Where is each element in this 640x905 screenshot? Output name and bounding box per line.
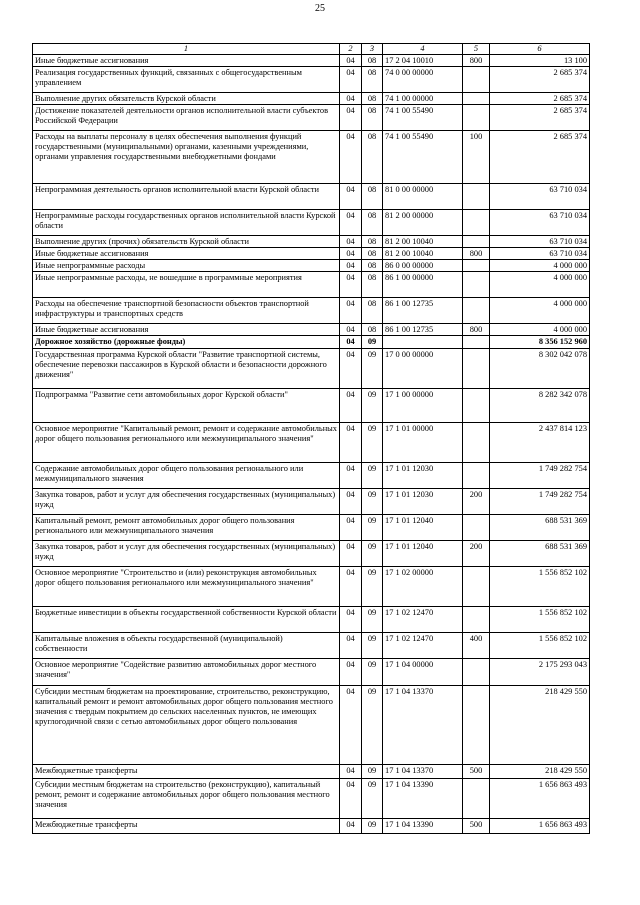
cell-expense-type: 500 bbox=[463, 765, 490, 779]
cell-name: Расходы на обеспечение транспортной безопасности объектов транспортной инфраструктуры и транспортных средств bbox=[33, 298, 340, 324]
table-row bbox=[33, 686, 590, 765]
cell-subsection: 09 bbox=[362, 819, 383, 834]
cell-expense-type bbox=[463, 336, 490, 349]
cell-subsection: 08 bbox=[362, 324, 383, 336]
cell-target-article: 17 1 01 12040 bbox=[383, 541, 463, 567]
cell-subsection: 09 bbox=[362, 336, 383, 349]
cell-subsection: 09 bbox=[362, 633, 383, 659]
cell-section: 04 bbox=[340, 489, 362, 515]
cell-expense-type: 800 bbox=[463, 324, 490, 336]
cell-amount: 1 556 852 102 bbox=[490, 633, 590, 659]
cell-expense-type bbox=[463, 515, 490, 541]
cell-target-article: 17 0 00 00000 bbox=[383, 349, 463, 389]
cell-target-article: 17 2 04 10010 bbox=[383, 55, 463, 67]
cell-name: Иные бюджетные ассигнования bbox=[33, 248, 340, 260]
table-row bbox=[33, 659, 590, 686]
cell-amount: 2 685 374 bbox=[490, 67, 590, 93]
cell-amount: 1 656 863 493 bbox=[490, 779, 590, 819]
cell-subsection: 09 bbox=[362, 423, 383, 463]
cell-subsection: 08 bbox=[362, 184, 383, 210]
cell-section: 04 bbox=[340, 463, 362, 489]
cell-section: 04 bbox=[340, 349, 362, 389]
cell-section: 04 bbox=[340, 248, 362, 260]
cell-amount: 688 531 369 bbox=[490, 515, 590, 541]
cell-target-article: 81 2 00 10040 bbox=[383, 236, 463, 248]
cell-section: 04 bbox=[340, 659, 362, 686]
cell-subsection: 09 bbox=[362, 349, 383, 389]
cell-name: Капитальные вложения в объекты государственной (муниципальной) собственности bbox=[33, 633, 340, 659]
cell-expense-type bbox=[463, 93, 490, 105]
cell-expense-type bbox=[463, 184, 490, 210]
cell-name: Содержание автомобильных дорог общего пользования регионального или межмуниципального значения bbox=[33, 463, 340, 489]
cell-name: Капитальный ремонт, ремонт автомобильных дорог общего пользования регионального или межмуниципального значения bbox=[33, 515, 340, 541]
table-row bbox=[33, 184, 590, 210]
table-row bbox=[33, 489, 590, 515]
cell-subsection: 09 bbox=[362, 567, 383, 607]
table-row bbox=[33, 131, 590, 184]
cell-amount: 63 710 034 bbox=[490, 210, 590, 236]
cell-name: Достижение показателей деятельности органов исполнительной власти субъектов Российской Федерации bbox=[33, 105, 340, 131]
cell-section: 04 bbox=[340, 260, 362, 272]
table-row bbox=[33, 423, 590, 463]
cell-amount: 1 556 852 102 bbox=[490, 607, 590, 633]
cell-expense-type bbox=[463, 463, 490, 489]
cell-section: 04 bbox=[340, 567, 362, 607]
cell-name: Основное мероприятие "Капитальный ремонт, ремонт и содержание автомобильных дорог общего пользования регионального или межмуниципального значения" bbox=[33, 423, 340, 463]
table-row bbox=[33, 541, 590, 567]
page-number: 25 bbox=[315, 3, 325, 14]
cell-subsection: 09 bbox=[362, 765, 383, 779]
cell-name: Иные непрограммные расходы bbox=[33, 260, 340, 272]
cell-name: Основное мероприятие "Строительство и (или) реконструкция автомобильных дорог общего пользования регионального или межмуниципального значения" bbox=[33, 567, 340, 607]
table-row bbox=[33, 349, 590, 389]
cell-expense-type: 200 bbox=[463, 489, 490, 515]
cell-amount: 4 000 000 bbox=[490, 298, 590, 324]
cell-section: 04 bbox=[340, 184, 362, 210]
cell-subsection: 08 bbox=[362, 105, 383, 131]
cell-section: 04 bbox=[340, 272, 362, 298]
header-col-subsection: 3 bbox=[362, 44, 383, 55]
cell-section: 04 bbox=[340, 93, 362, 105]
cell-expense-type bbox=[463, 686, 490, 765]
cell-subsection: 09 bbox=[362, 659, 383, 686]
cell-target-article: 17 1 01 12030 bbox=[383, 489, 463, 515]
header-col-amount: 6 bbox=[490, 44, 590, 55]
cell-subsection: 09 bbox=[362, 541, 383, 567]
cell-amount: 8 302 042 078 bbox=[490, 349, 590, 389]
cell-target-article: 74 1 00 55490 bbox=[383, 131, 463, 184]
cell-name: Иные бюджетные ассигнования bbox=[33, 324, 340, 336]
cell-section: 04 bbox=[340, 131, 362, 184]
cell-section: 04 bbox=[340, 210, 362, 236]
cell-target-article: 17 1 04 13370 bbox=[383, 765, 463, 779]
cell-name: Подпрограмма "Развитие сети автомобильных дорог Курской области" bbox=[33, 389, 340, 423]
table-row bbox=[33, 248, 590, 260]
cell-name: Межбюджетные трансферты bbox=[33, 819, 340, 834]
cell-section: 04 bbox=[340, 633, 362, 659]
cell-target-article: 17 1 00 00000 bbox=[383, 389, 463, 423]
table-row bbox=[33, 633, 590, 659]
cell-subsection: 08 bbox=[362, 298, 383, 324]
cell-section: 04 bbox=[340, 541, 362, 567]
cell-subsection: 09 bbox=[362, 515, 383, 541]
cell-subsection: 09 bbox=[362, 389, 383, 423]
cell-subsection: 09 bbox=[362, 607, 383, 633]
cell-section: 04 bbox=[340, 324, 362, 336]
cell-amount: 1 749 282 754 bbox=[490, 489, 590, 515]
cell-name: Дорожное хозяйство (дорожные фонды) bbox=[33, 336, 340, 349]
cell-amount: 2 175 293 043 bbox=[490, 659, 590, 686]
cell-name: Субсидии местным бюджетам на проектирование, строительство, реконструкцию, капитальный ремонт и ремонт автомобильных дорог общего пользования местного значения с твердым покрытием до сельских населенных пунктов, не имеющих круглогодичной связи с сетью автомобильных дорог общего пользования bbox=[33, 686, 340, 765]
cell-amount: 2 685 374 bbox=[490, 105, 590, 131]
cell-target-article: 86 1 00 00000 bbox=[383, 272, 463, 298]
header-col-section: 2 bbox=[340, 44, 362, 55]
cell-subsection: 08 bbox=[362, 67, 383, 93]
table-row bbox=[33, 463, 590, 489]
cell-expense-type bbox=[463, 567, 490, 607]
cell-name: Реализация государственных функций, связанных с общегосударственным управлением bbox=[33, 67, 340, 93]
cell-name: Межбюджетные трансферты bbox=[33, 765, 340, 779]
cell-expense-type: 800 bbox=[463, 248, 490, 260]
cell-amount: 1 656 863 493 bbox=[490, 819, 590, 834]
header-col-name: 1 bbox=[33, 44, 340, 55]
cell-name: Иные непрограммные расходы, не вошедшие в программные мероприятия bbox=[33, 272, 340, 298]
cell-subsection: 08 bbox=[362, 210, 383, 236]
table-row bbox=[33, 336, 590, 349]
cell-target-article: 17 1 02 12470 bbox=[383, 633, 463, 659]
table-row bbox=[33, 607, 590, 633]
cell-amount: 1 749 282 754 bbox=[490, 463, 590, 489]
cell-target-article: 86 1 00 12735 bbox=[383, 324, 463, 336]
cell-amount: 2 437 814 123 bbox=[490, 423, 590, 463]
cell-target-article: 86 0 00 00000 bbox=[383, 260, 463, 272]
table-row bbox=[33, 67, 590, 93]
table-row bbox=[33, 210, 590, 236]
cell-name: Государственная программа Курской области "Развитие транспортной системы, обеспечение перевозки пассажиров в Курской области и безопасности дорожного движения" bbox=[33, 349, 340, 389]
cell-amount: 63 710 034 bbox=[490, 248, 590, 260]
cell-amount: 4 000 000 bbox=[490, 260, 590, 272]
cell-expense-type bbox=[463, 389, 490, 423]
cell-name: Бюджетные инвестиции в объекты государственной собственности Курской области bbox=[33, 607, 340, 633]
cell-target-article: 81 0 00 00000 bbox=[383, 184, 463, 210]
table-row bbox=[33, 272, 590, 298]
cell-subsection: 08 bbox=[362, 93, 383, 105]
cell-subsection: 08 bbox=[362, 248, 383, 260]
cell-name: Закупка товаров, работ и услуг для обеспечения государственных (муниципальных) нужд bbox=[33, 541, 340, 567]
table-row bbox=[33, 236, 590, 248]
cell-target-article: 74 1 00 55490 bbox=[383, 105, 463, 131]
cell-expense-type bbox=[463, 236, 490, 248]
cell-target-article: 17 1 01 00000 bbox=[383, 423, 463, 463]
cell-target-article: 86 1 00 12735 bbox=[383, 298, 463, 324]
cell-amount: 8 282 342 078 bbox=[490, 389, 590, 423]
cell-section: 04 bbox=[340, 423, 362, 463]
cell-amount: 4 000 000 bbox=[490, 272, 590, 298]
cell-expense-type bbox=[463, 423, 490, 463]
table-row bbox=[33, 105, 590, 131]
cell-expense-type: 100 bbox=[463, 131, 490, 184]
cell-name: Непрограммные расходы государственных органов исполнительной власти Курской области bbox=[33, 210, 340, 236]
cell-amount: 63 710 034 bbox=[490, 236, 590, 248]
cell-subsection: 09 bbox=[362, 779, 383, 819]
cell-subsection: 08 bbox=[362, 272, 383, 298]
table-row bbox=[33, 260, 590, 272]
cell-name: Непрограммная деятельность органов исполнительной власти Курской области bbox=[33, 184, 340, 210]
cell-expense-type bbox=[463, 349, 490, 389]
cell-name: Иные бюджетные ассигнования bbox=[33, 55, 340, 67]
cell-section: 04 bbox=[340, 765, 362, 779]
cell-subsection: 09 bbox=[362, 463, 383, 489]
cell-expense-type: 400 bbox=[463, 633, 490, 659]
cell-name: Закупка товаров, работ и услуг для обеспечения государственных (муниципальных) нужд bbox=[33, 489, 340, 515]
cell-amount: 218 429 550 bbox=[490, 686, 590, 765]
table-row bbox=[33, 324, 590, 336]
cell-target-article: 74 1 00 00000 bbox=[383, 93, 463, 105]
table-row bbox=[33, 819, 590, 834]
cell-subsection: 08 bbox=[362, 55, 383, 67]
cell-subsection: 09 bbox=[362, 686, 383, 765]
cell-name: Выполнение других обязательств Курской области bbox=[33, 93, 340, 105]
budget-table bbox=[32, 43, 590, 834]
cell-amount: 1 556 852 102 bbox=[490, 567, 590, 607]
cell-target-article: 74 0 00 00000 bbox=[383, 67, 463, 93]
cell-name: Выполнение других (прочих) обязательств Курской области bbox=[33, 236, 340, 248]
cell-target-article: 17 1 04 13370 bbox=[383, 686, 463, 765]
cell-subsection: 08 bbox=[362, 131, 383, 184]
cell-expense-type bbox=[463, 260, 490, 272]
cell-amount: 688 531 369 bbox=[490, 541, 590, 567]
cell-target-article: 17 1 04 00000 bbox=[383, 659, 463, 686]
cell-amount: 2 685 374 bbox=[490, 131, 590, 184]
cell-target-article: 17 1 02 00000 bbox=[383, 567, 463, 607]
table-row bbox=[33, 515, 590, 541]
cell-amount: 4 000 000 bbox=[490, 324, 590, 336]
table-row bbox=[33, 298, 590, 324]
cell-section: 04 bbox=[340, 515, 362, 541]
cell-section: 04 bbox=[340, 236, 362, 248]
table-row bbox=[33, 389, 590, 423]
cell-section: 04 bbox=[340, 779, 362, 819]
cell-expense-type bbox=[463, 105, 490, 131]
cell-target-article bbox=[383, 336, 463, 349]
cell-expense-type bbox=[463, 298, 490, 324]
cell-expense-type: 500 bbox=[463, 819, 490, 834]
cell-section: 04 bbox=[340, 686, 362, 765]
cell-expense-type: 800 bbox=[463, 55, 490, 67]
cell-expense-type bbox=[463, 210, 490, 236]
cell-section: 04 bbox=[340, 389, 362, 423]
cell-expense-type bbox=[463, 779, 490, 819]
cell-amount: 2 685 374 bbox=[490, 93, 590, 105]
table-row bbox=[33, 93, 590, 105]
cell-target-article: 81 2 00 00000 bbox=[383, 210, 463, 236]
cell-expense-type bbox=[463, 607, 490, 633]
table-header-row bbox=[33, 44, 590, 55]
cell-subsection: 09 bbox=[362, 489, 383, 515]
header-col-expense-type: 5 bbox=[463, 44, 490, 55]
header-col-target-article: 4 bbox=[383, 44, 463, 55]
cell-target-article: 81 2 00 10040 bbox=[383, 248, 463, 260]
cell-section: 04 bbox=[340, 336, 362, 349]
cell-amount: 13 100 bbox=[490, 55, 590, 67]
cell-target-article: 17 1 01 12030 bbox=[383, 463, 463, 489]
cell-section: 04 bbox=[340, 105, 362, 131]
table-row bbox=[33, 779, 590, 819]
cell-name: Субсидии местным бюджетам на строительство (реконструкцию), капитальный ремонт, ремонт и содержание автомобильных дорог общего пользования местного значения bbox=[33, 779, 340, 819]
cell-expense-type bbox=[463, 659, 490, 686]
cell-expense-type: 200 bbox=[463, 541, 490, 567]
cell-expense-type bbox=[463, 272, 490, 298]
cell-amount: 218 429 550 bbox=[490, 765, 590, 779]
cell-expense-type bbox=[463, 67, 490, 93]
cell-section: 04 bbox=[340, 67, 362, 93]
cell-section: 04 bbox=[340, 607, 362, 633]
cell-target-article: 17 1 04 13390 bbox=[383, 819, 463, 834]
cell-section: 04 bbox=[340, 819, 362, 834]
table-row bbox=[33, 765, 590, 779]
cell-amount: 8 356 152 960 bbox=[490, 336, 590, 349]
table-row bbox=[33, 567, 590, 607]
cell-amount: 63 710 034 bbox=[490, 184, 590, 210]
cell-name: Расходы на выплаты персоналу в целях обеспечения выполнения функций государственными (муниципальными) органами, казенными учреждениями, органами управления государственными внебюджетными фондами bbox=[33, 131, 340, 184]
cell-name: Основное мероприятие "Содействие развитию автомобильных дорог местного значения" bbox=[33, 659, 340, 686]
cell-target-article: 17 1 04 13390 bbox=[383, 779, 463, 819]
table-row bbox=[33, 55, 590, 67]
cell-target-article: 17 1 01 12040 bbox=[383, 515, 463, 541]
cell-subsection: 08 bbox=[362, 260, 383, 272]
cell-subsection: 08 bbox=[362, 236, 383, 248]
cell-target-article: 17 1 02 12470 bbox=[383, 607, 463, 633]
cell-section: 04 bbox=[340, 55, 362, 67]
cell-section: 04 bbox=[340, 298, 362, 324]
